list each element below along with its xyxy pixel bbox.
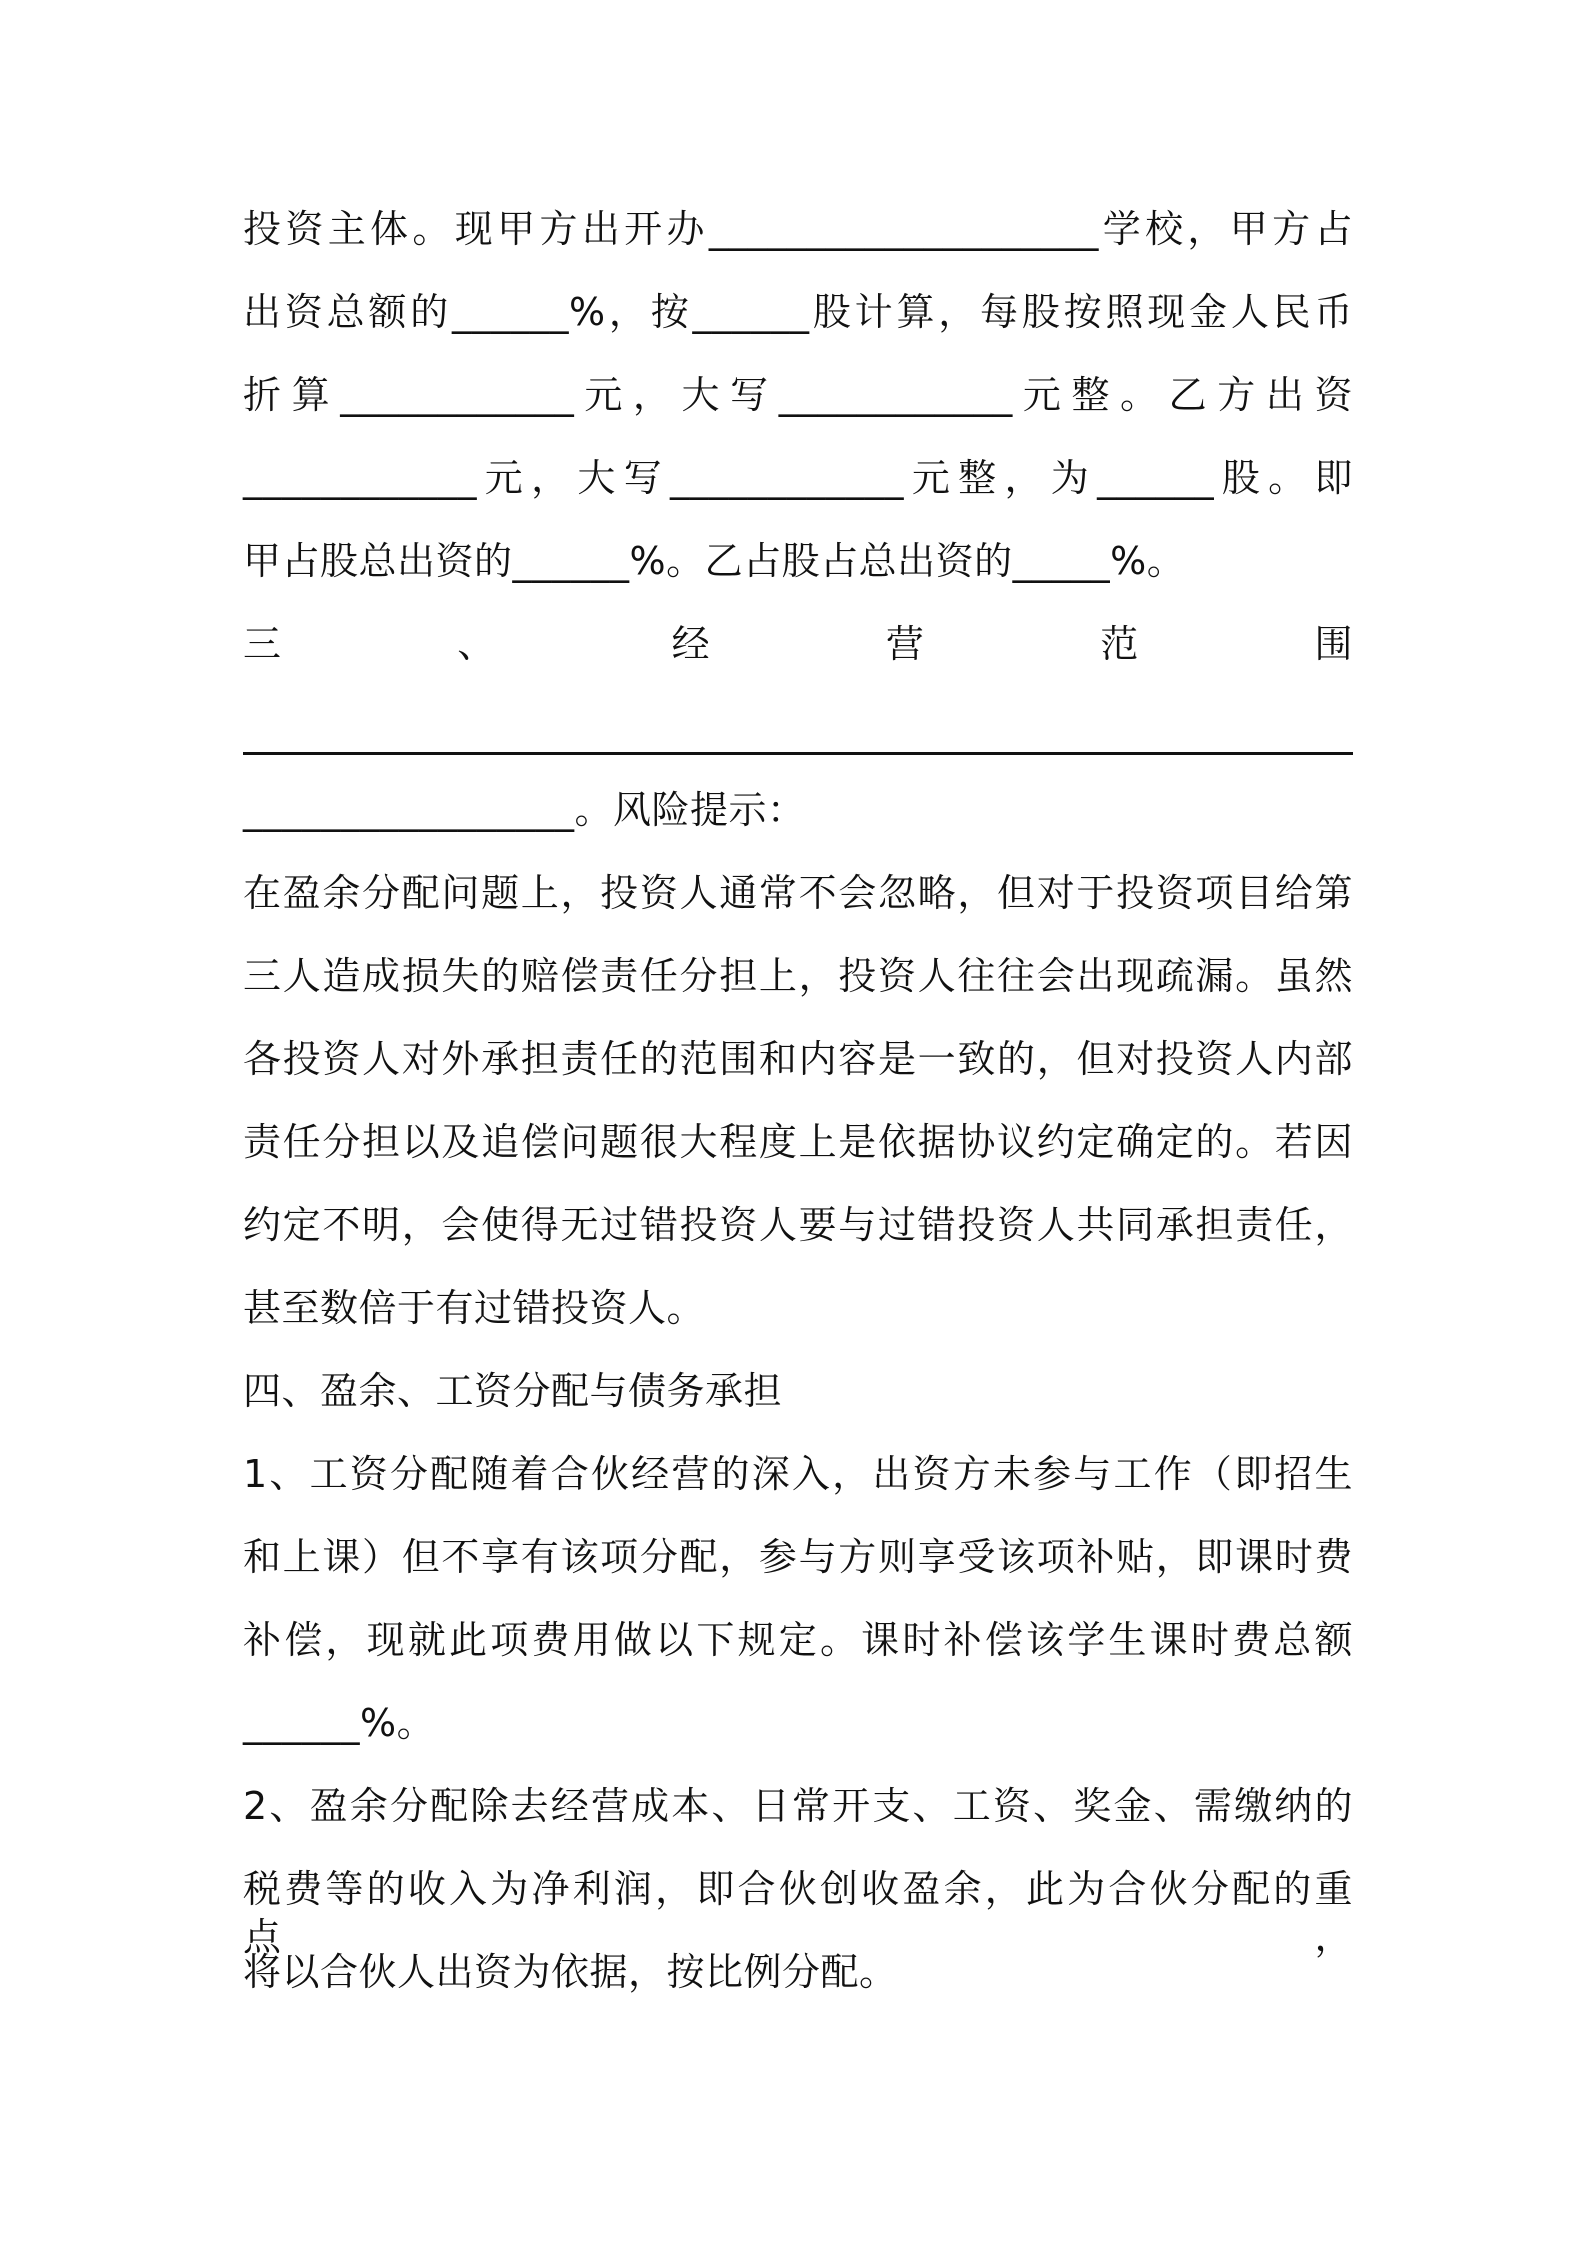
text-line-risk-notice: _________________。风险提示： xyxy=(243,788,806,832)
heading-char: 范 xyxy=(1100,622,1139,666)
heading-char: 、 xyxy=(457,622,496,666)
text-line-16: 1、工资分配随着合伙经营的深入，出资方未参与工作（即招生 xyxy=(243,1452,1353,1496)
text-line-2: 出资总额的______%，按______股计算，每股按照现金人民币 xyxy=(243,290,1353,334)
text-line-5: 甲占股总出资的______%。乙占股占总出资的_____%。 xyxy=(243,539,1186,583)
text-line-1: 投资主体。现甲方出开办____________________学校，甲方占 xyxy=(243,207,1353,251)
heading-char: 营 xyxy=(885,622,925,666)
text-line-17: 和上课）但不享有该项分配，参与方则享受该项补贴，即课时费 xyxy=(243,1535,1353,1579)
text-line-20: 2、盈余分配除去经营成本、日常开支、工资、奖金、需缴纳的 xyxy=(243,1784,1353,1828)
text-line-3: 折算____________元，大写____________元整。乙方出资 xyxy=(243,373,1353,417)
section-heading-business-scope xyxy=(243,620,1353,668)
text-line-22: 将以合伙人出资为依据，按比例分配。 xyxy=(243,1950,898,1994)
text-line-13: 约定不明，会使得无过错投资人要与过错投资人共同承担责任， xyxy=(243,1203,1353,1247)
section-heading-profit-wages: 四、盈余、工资分配与债务承担 xyxy=(243,1369,783,1413)
text-line-14: 甚至数倍于有过错投资人。 xyxy=(243,1286,706,1330)
text-line-11: 各投资人对外承担责任的范围和内容是一致的，但对投资人内部 xyxy=(243,1037,1353,1081)
text-line-9: 在盈余分配问题上，投资人通常不会忽略，但对于投资项目给第 xyxy=(243,871,1353,915)
text-line-10: 三人造成损失的赔偿责任分担上，投资人往往会出现疏漏。虽然 xyxy=(243,954,1353,998)
heading-char: 经 xyxy=(671,622,711,666)
text-line-19: ______%。 xyxy=(243,1701,436,1745)
text-line-12: 责任分担以及追偿问题很大程度上是依据协议约定确定的。若因 xyxy=(243,1120,1353,1164)
text-line-4: ____________元，大写____________元整，为______股。即 xyxy=(243,456,1353,500)
heading-char: 围 xyxy=(1314,622,1353,666)
heading-char: 三 xyxy=(243,622,282,666)
text-line-21: 税费等的收入为净利润，即合伙创收盈余，此为合伙分配的重点， xyxy=(243,1867,1353,1959)
blank-underline xyxy=(243,752,1353,755)
text-line-18: 补偿，现就此项费用做以下规定。课时补偿该学生课时费总额 xyxy=(243,1618,1353,1662)
